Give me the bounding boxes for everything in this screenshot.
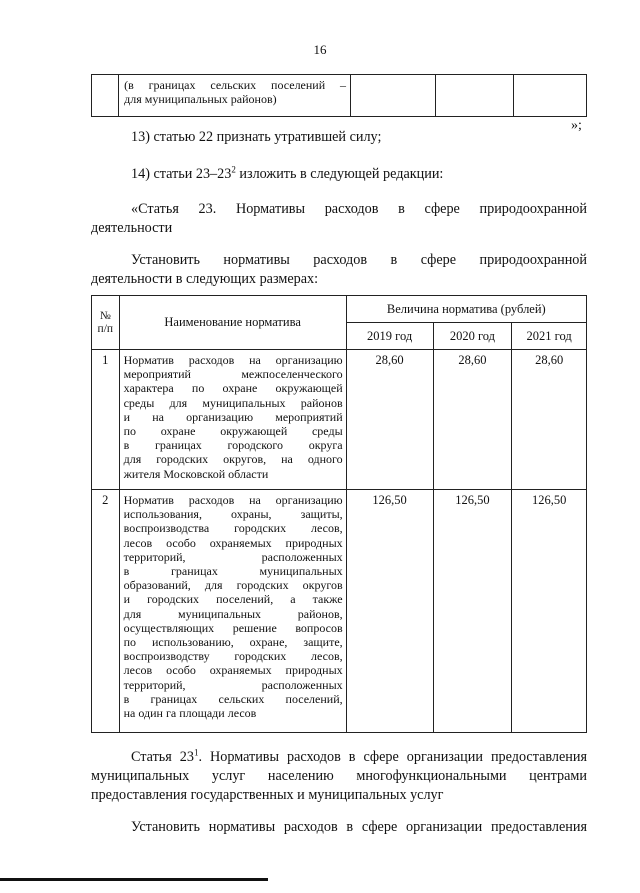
description-line: на один га площади лесов bbox=[123, 706, 257, 721]
last-paragraph bbox=[91, 818, 587, 837]
table-row bbox=[92, 490, 587, 733]
article-label: Статья 23 bbox=[131, 749, 194, 765]
description-line: лесов особо охраняемых природных bbox=[123, 663, 343, 678]
table-cell bbox=[513, 75, 586, 117]
text-line: деятельности в следующих размерах: bbox=[91, 271, 319, 287]
description-line: Норматив расходов на организацию bbox=[123, 353, 343, 367]
description-line: территорий, расположенных bbox=[123, 677, 343, 692]
description-line: Норматив расходов на организацию bbox=[123, 493, 343, 507]
table-cell bbox=[351, 75, 436, 117]
value-2021: 28,60 bbox=[512, 350, 587, 490]
text-line: деятельности bbox=[91, 220, 173, 236]
top-table-fragment bbox=[91, 74, 587, 117]
description-line: образований, для городских округов bbox=[123, 578, 343, 593]
table-cell bbox=[436, 75, 513, 117]
description-line: характера по охране окружающей bbox=[123, 381, 343, 396]
description-line: использования, охраны, защиты, bbox=[123, 507, 343, 522]
description-line: среды для муниципальных районов bbox=[123, 395, 343, 410]
text-line: Установить нормативы расходов в сфере природоохранной bbox=[131, 252, 587, 268]
table-row bbox=[92, 350, 587, 490]
description-line: воспроизводству городских лесов, bbox=[123, 649, 343, 664]
description-line: и на организацию мероприятий bbox=[123, 409, 343, 424]
header-year-2020: 2020 год bbox=[433, 323, 512, 350]
footer-rule bbox=[0, 878, 268, 881]
item-14-suffix: изложить в следующей редакции: bbox=[235, 166, 444, 182]
value-2019: 28,60 bbox=[346, 350, 433, 490]
article-23-1 bbox=[91, 748, 587, 805]
description-line: по использованию, охране, защите, bbox=[123, 635, 343, 650]
description-line: территорий, расположенных bbox=[123, 549, 343, 564]
item-13: 13) статью 22 признать утратившей силу; bbox=[131, 129, 382, 145]
row-number: 1 bbox=[92, 350, 120, 490]
header-year-2019: 2019 год bbox=[346, 323, 433, 350]
description-line: по охране окружающей среды bbox=[123, 424, 343, 439]
value-2021: 126,50 bbox=[512, 490, 587, 733]
superscript: 1 bbox=[193, 747, 199, 758]
text-line: «Статья 23. Нормативы расходов в сфере природоохранной bbox=[131, 201, 587, 217]
description-line: для городских округов, на одного bbox=[123, 452, 343, 467]
header-text: п/п bbox=[97, 322, 114, 335]
value-2019: 126,50 bbox=[346, 490, 433, 733]
table-cell-text bbox=[119, 75, 351, 117]
header-year-2021: 2021 год bbox=[512, 323, 587, 350]
article-23-title bbox=[91, 200, 587, 238]
article-23-intro bbox=[91, 251, 587, 289]
description-line: в границах муниципальных bbox=[123, 564, 343, 579]
article-title: . Нормативы расходов в сфере организации предоставления bbox=[198, 749, 587, 765]
header-name: Наименование норматива bbox=[119, 296, 346, 350]
description-line: мероприятий межпоселенческого bbox=[123, 367, 343, 382]
text-line: Установить нормативы расходов в сфере организации предоставления bbox=[131, 819, 587, 835]
value-2020: 126,50 bbox=[433, 490, 512, 733]
header-text: № bbox=[99, 309, 111, 322]
row-description bbox=[119, 490, 346, 733]
norms-table bbox=[91, 295, 587, 733]
superscript: 2 bbox=[231, 164, 236, 175]
description-line: воспроизводства городских лесов, bbox=[123, 521, 343, 536]
text-line: предоставления государственных и муниципальных услуг bbox=[91, 787, 444, 803]
table-cell bbox=[92, 75, 119, 117]
description-line: жителя Московской области bbox=[123, 466, 269, 481]
text-line: муниципальных услуг населению многофункциональными центрами bbox=[91, 768, 587, 784]
description-line: осуществляющих решение вопросов bbox=[123, 620, 343, 635]
item-14 bbox=[131, 166, 443, 183]
header-num bbox=[92, 296, 120, 350]
page-number: 16 bbox=[313, 42, 327, 57]
description-line: и городских поселений, а также bbox=[123, 592, 343, 607]
description-line: в границах сельских поселений, bbox=[123, 691, 343, 706]
value-2020: 28,60 bbox=[433, 350, 512, 490]
description-line: для муниципальных районов, bbox=[123, 606, 343, 621]
description-line: в границах городского округа bbox=[123, 438, 343, 453]
row-description bbox=[119, 350, 346, 490]
text-line: (в границах сельских поселений – bbox=[124, 78, 347, 92]
text-line: для муниципальных районов) bbox=[124, 92, 277, 106]
row-number: 2 bbox=[92, 490, 120, 733]
closing-quote: »; bbox=[571, 118, 582, 133]
text-line bbox=[91, 748, 587, 767]
description-line: лесов особо охраняемых природных bbox=[123, 535, 343, 550]
item-14-prefix: 14) статьи 23–23 bbox=[131, 166, 232, 182]
header-value-group: Величина норматива (рублей) bbox=[346, 296, 586, 323]
